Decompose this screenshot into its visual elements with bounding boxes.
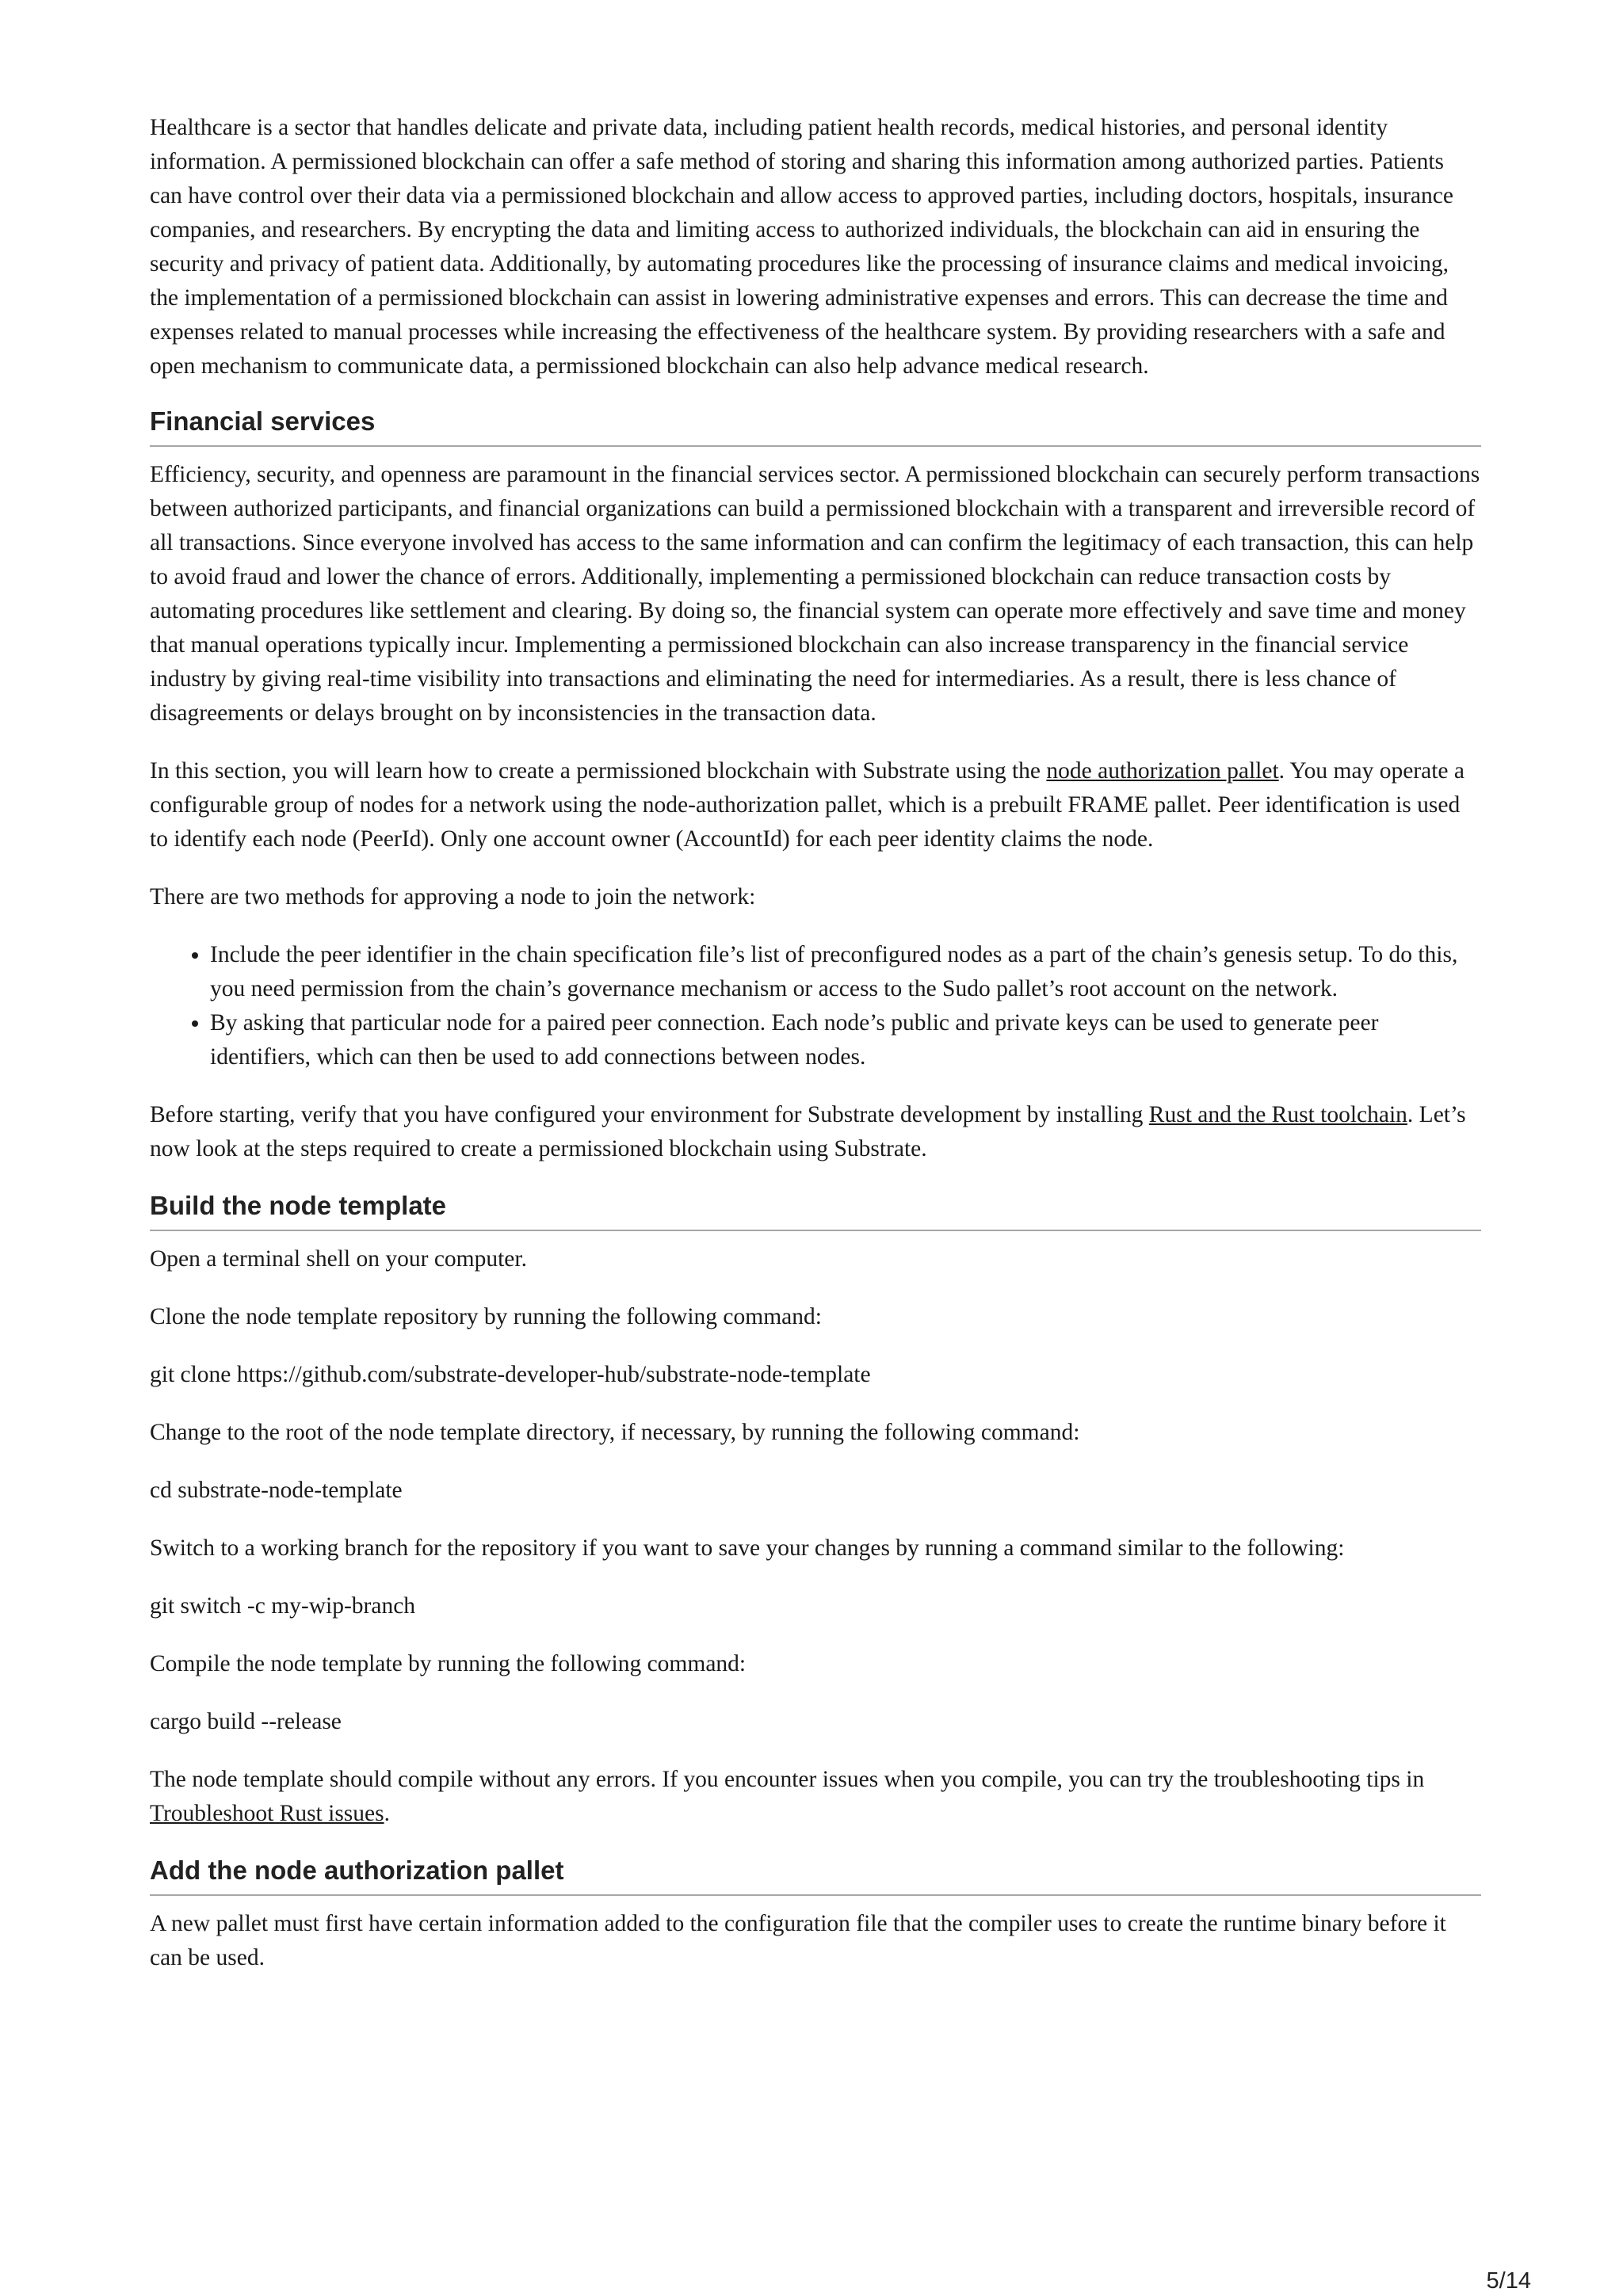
- section-intro-text: In this section, you will learn how to create a permissioned blockchain with Substrate using the: [150, 758, 1047, 784]
- build-result-paragraph: [150, 1763, 1481, 1831]
- troubleshoot-rust-issues-link[interactable]: Troubleshoot Rust issues: [150, 1801, 384, 1826]
- build-result-text: The node template should compile without any errors. If you encounter issues when you compile, you can try the troubleshooting tips in: [150, 1767, 1425, 1792]
- node-authorization-pallet-link[interactable]: node authorization pallet: [1046, 758, 1279, 784]
- methods-intro: There are two methods for approving a node to join the network:: [150, 884, 756, 910]
- build-step-open-terminal: Open a terminal shell on your computer.: [150, 1246, 527, 1272]
- before-starting-text: Before starting, verify that you have configured your environment for Substrate development by installing: [150, 1102, 1149, 1127]
- financial-services-heading: Financial services: [150, 406, 1481, 447]
- add-pallet-paragraph: A new pallet must first have certain information added to the configuration file that the compiler uses to create the runtime binary before it can be used.: [150, 1911, 1446, 1970]
- page-number: 5/14: [1486, 2268, 1531, 2294]
- command-cargo-build: cargo build --release: [150, 1709, 342, 1734]
- document-page: [150, 111, 1481, 1999]
- build-step-compile: Compile the node template by running the following command:: [150, 1651, 747, 1676]
- command-git-clone: git clone https://github.com/substrate-developer-hub/substrate-node-template: [150, 1362, 871, 1387]
- build-step-change-directory: Change to the root of the node template directory, if necessary, by running the following command:: [150, 1420, 1080, 1445]
- before-starting-text-continued: . Let’s now look at the steps required to create a permissioned blockchain using Substrate.: [150, 1102, 1466, 1161]
- command-git-switch: git switch -c my-wip-branch: [150, 1593, 416, 1619]
- section-intro-text-continued: . You may operate a configurable group of nodes for a network using the node-authorization pallet, which is a prebuilt FRAME pallet. Peer identification is used to identify each node (PeerId). Only one account owner (AccountId) for each peer identity claims the node.: [150, 758, 1465, 852]
- rust-toolchain-link[interactable]: Rust and the Rust toolchain: [1148, 1102, 1407, 1127]
- method-item-paired-connection: • By asking that particular node for a paired peer connection. Each node’s public and private keys can be used to generate peer identifiers, which can then be used to add connections between nodes.: [210, 1006, 1481, 1074]
- method-item-preconfigured: • Include the peer identifier in the chain specification file’s list of preconfigured nodes as a part of the chain’s genesis setup. To do this, you need permission from the chain’s governance mechanism or access to the Sudo pallet’s root account on the network.: [210, 938, 1481, 1006]
- methods-list: [150, 938, 1481, 1074]
- build-node-template-heading: Build the node template: [150, 1190, 1481, 1231]
- build-result-text-end: .: [384, 1801, 390, 1826]
- add-node-authorization-heading: Add the node authorization pallet: [150, 1855, 1481, 1896]
- command-cd: cd substrate-node-template: [150, 1478, 403, 1503]
- section-intro-paragraph: [150, 754, 1481, 856]
- before-starting-paragraph: [150, 1098, 1481, 1166]
- healthcare-paragraph: Healthcare is a sector that handles delicate and private data, including patient health records, medical histories, and personal identity information. A permissioned blockchain can offer a safe method of storing and sharing this information among authorized parties. Patients can have control over their data via a permissioned blockchain and allow access to approved parties, including doctors, hospitals, insurance companies, and researchers. By encrypting the data and limiting access to authorized individuals, the blockchain can aid in ensuring the security and privacy of patient data. Additionally, by automating procedures like the processing of insurance claims and medical invoicing, the implementation of a permissioned blockchain can assist in lowering administrative expenses and errors. This can decrease the time and expenses related to manual processes while increasing the effectiveness of the healthcare system. By providing researchers with a safe and open mechanism to communicate data, a permissioned blockchain can also help advance medical research.: [150, 115, 1453, 379]
- build-step-clone: Clone the node template repository by running the following command:: [150, 1304, 822, 1329]
- financial-services-paragraph: Efficiency, security, and openness are paramount in the financial services sector. A permissioned blockchain can securely perform transactions between authorized participants, and financial organizations can build a permissioned blockchain with a transparent and irreversible record of all transactions. Since everyone involved has access to the same information and can confirm the legitimacy of each transaction, this can help to avoid fraud and lower the chance of errors. Additionally, implementing a permissioned blockchain can reduce transaction costs by automating procedures like settlement and clearing. By doing so, the financial system can operate more effectively and save time and money that manual operations typically incur. Implementing a permissioned blockchain can also increase transparency in the financial service industry by giving real-time visibility into transactions and eliminating the need for intermediaries. As a result, there is less chance of disagreements or delays brought on by inconsistencies in the transaction data.: [150, 462, 1480, 726]
- build-step-switch-branch: Switch to a working branch for the repository if you want to save your changes by running a command similar to the following:: [150, 1535, 1345, 1561]
